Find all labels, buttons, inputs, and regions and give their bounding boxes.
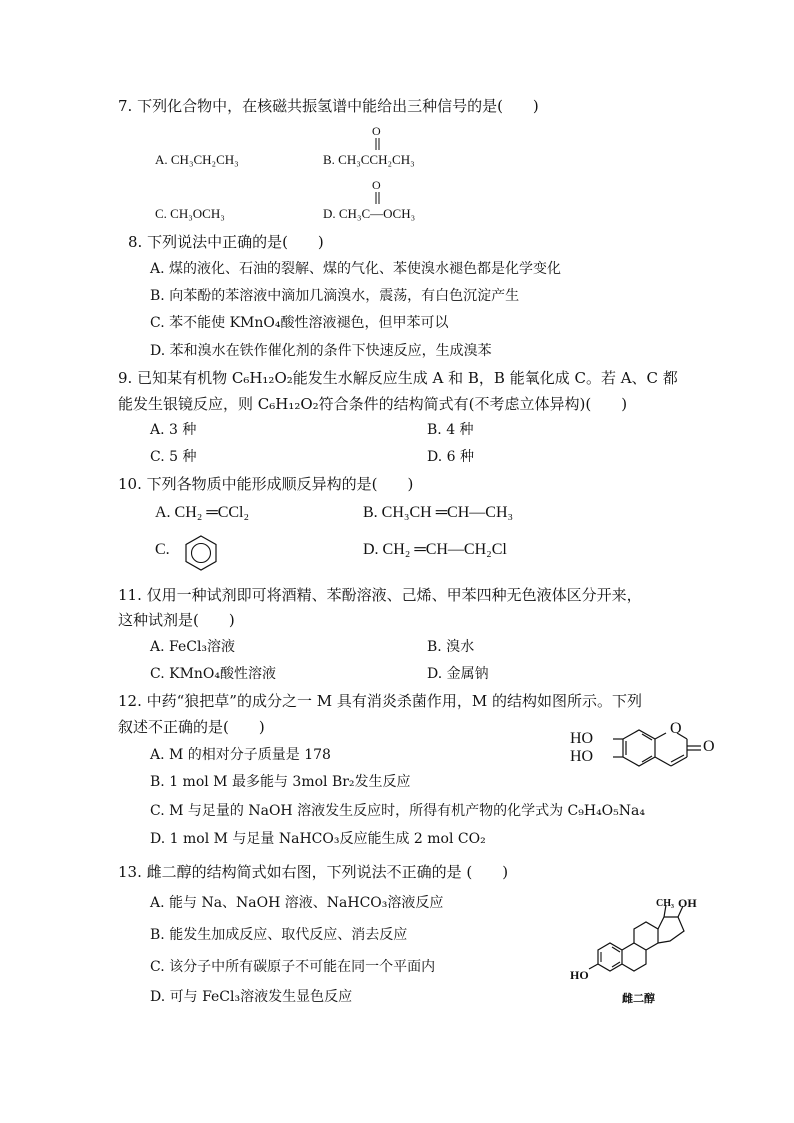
q9-option-c[interactable]: C. 5 种 [150,449,197,465]
q11-option-d[interactable]: D. 金属钠 [427,666,489,682]
q7-b-carbonyl-o: O [372,124,381,138]
q7-d-carbonyl-o: O [372,178,381,192]
q7-option-b[interactable]: B. CH₃CCH₂CH₃ [323,152,415,167]
m-ho-bottom: HO [570,748,594,765]
q10-option-c[interactable]: C. [155,541,170,558]
q8-option-b[interactable]: B. 向苯酚的苯溶液中滴加几滴溴水，震荡，有白色沉淀产生 [150,288,520,304]
q11-option-a[interactable]: A. FeCl₃溶液 [150,639,236,655]
q10-option-d[interactable]: D. CH₂ ═CH—CH₂Cl [363,541,507,558]
q9-stem-line1: 9. 已知某有机物 C₆H₁₂O₂能发生水解反应生成 A 和 B，B 能氧化成 C。若 A、C 都 [118,369,678,387]
q7-option-a[interactable]: A. CH₃CH₂CH₃ [155,152,239,167]
q8-option-d[interactable]: D. 苯和溴水在铁作催化剂的条件下快速反应，生成溴苯 [150,343,492,359]
q10-option-a[interactable]: A. CH₂ ═CCl₂ [155,504,250,521]
m-ring-o: O [670,720,682,737]
estradiol-ho: HO [570,968,589,982]
q13-option-b[interactable]: B. 能发生加成反应、取代反应、消去反应 [150,927,408,943]
q7-b-double-bond [373,138,383,152]
q12-option-a[interactable]: A. M 的相对分子质量是 178 [150,747,331,763]
q9-stem-line2: 能发生银镜反应，则 C₆H₁₂O₂符合条件的结构简式有(不考虑立体异构)( ) [118,395,628,413]
q7-option-d[interactable]: D. CH₃C—OCH₃ [323,206,416,221]
estradiol-caption: 雌二醇 [622,992,655,1005]
q10-stem: 10. 下列各物质中能形成顺反异构的是( ) [118,475,414,493]
estradiol-oh: OH [678,896,697,910]
q12-option-c[interactable]: C. M 与足量的 NaOH 溶液发生反应时，所得有机产物的化学式为 C₉H₄O₅Na₄ [150,803,645,819]
q9-option-b[interactable]: B. 4 种 [427,422,474,438]
q8-option-a[interactable]: A. 煤的液化、石油的裂解、煤的气化、苯使溴水褪色都是化学变化 [150,261,562,277]
q7-stem: 7. 下列化合物中，在核磁共振氢谱中能给出三种信号的是( ) [118,97,539,115]
q13-option-c[interactable]: C. 该分子中所有碳原子不可能在同一个平面内 [150,959,436,975]
estradiol-ch3: CH₃ [656,898,674,909]
q9-option-d[interactable]: D. 6 种 [427,449,474,465]
q13-option-d[interactable]: D. 可与 FeCl₃溶液发生显色反应 [150,989,353,1005]
q11-stem-line1: 11. 仅用一种试剂即可将酒精、苯酚溶液、己烯、甲苯四种无色液体区分开来， [118,586,642,604]
estradiol-bonds [580,895,740,995]
m-ho-top: HO [570,730,594,747]
q13-option-a[interactable]: A. 能与 Na、NaOH 溶液、NaHCO₃溶液反应 [150,895,444,911]
q12-option-d[interactable]: D. 1 mol M 与足量 NaHCO₃反应能生成 2 mol CO₂ [150,831,486,847]
q7-option-c[interactable]: C. CH₃OCH₃ [155,206,225,221]
q11-option-b[interactable]: B. 溴水 [427,639,475,655]
q10-option-b[interactable]: B. CH₃CH ═CH—CH₃ [363,504,514,521]
q11-option-c[interactable]: C. KMnO₄酸性溶液 [150,666,277,682]
q12-stem-line1: 12. 中药“狼把草”的成分之一 M 具有消炎杀菌作用，M 的结构如图所示。下列 [118,692,642,710]
m-carbonyl-o: O [703,738,715,755]
q9-option-a[interactable]: A. 3 种 [150,422,197,438]
q11-stem-line2: 这种试剂是( ) [118,611,235,629]
q13-stem: 13. 雌二醇的结构简式如右图，下列说法不正确的是 ( ) [118,863,509,881]
q8-stem: 8. 下列说法中正确的是( ) [128,233,324,251]
q12-stem-line2: 叙述不正确的是( ) [118,718,265,736]
benzene-ring-icon [183,535,219,571]
q7-d-double-bond [373,192,383,206]
q8-option-c[interactable]: C. 苯不能使 KMnO₄酸性溶液褪色，但甲苯可以 [150,315,449,331]
q12-option-b[interactable]: B. 1 mol M 最多能与 3mol Br₂发生反应 [150,774,411,790]
